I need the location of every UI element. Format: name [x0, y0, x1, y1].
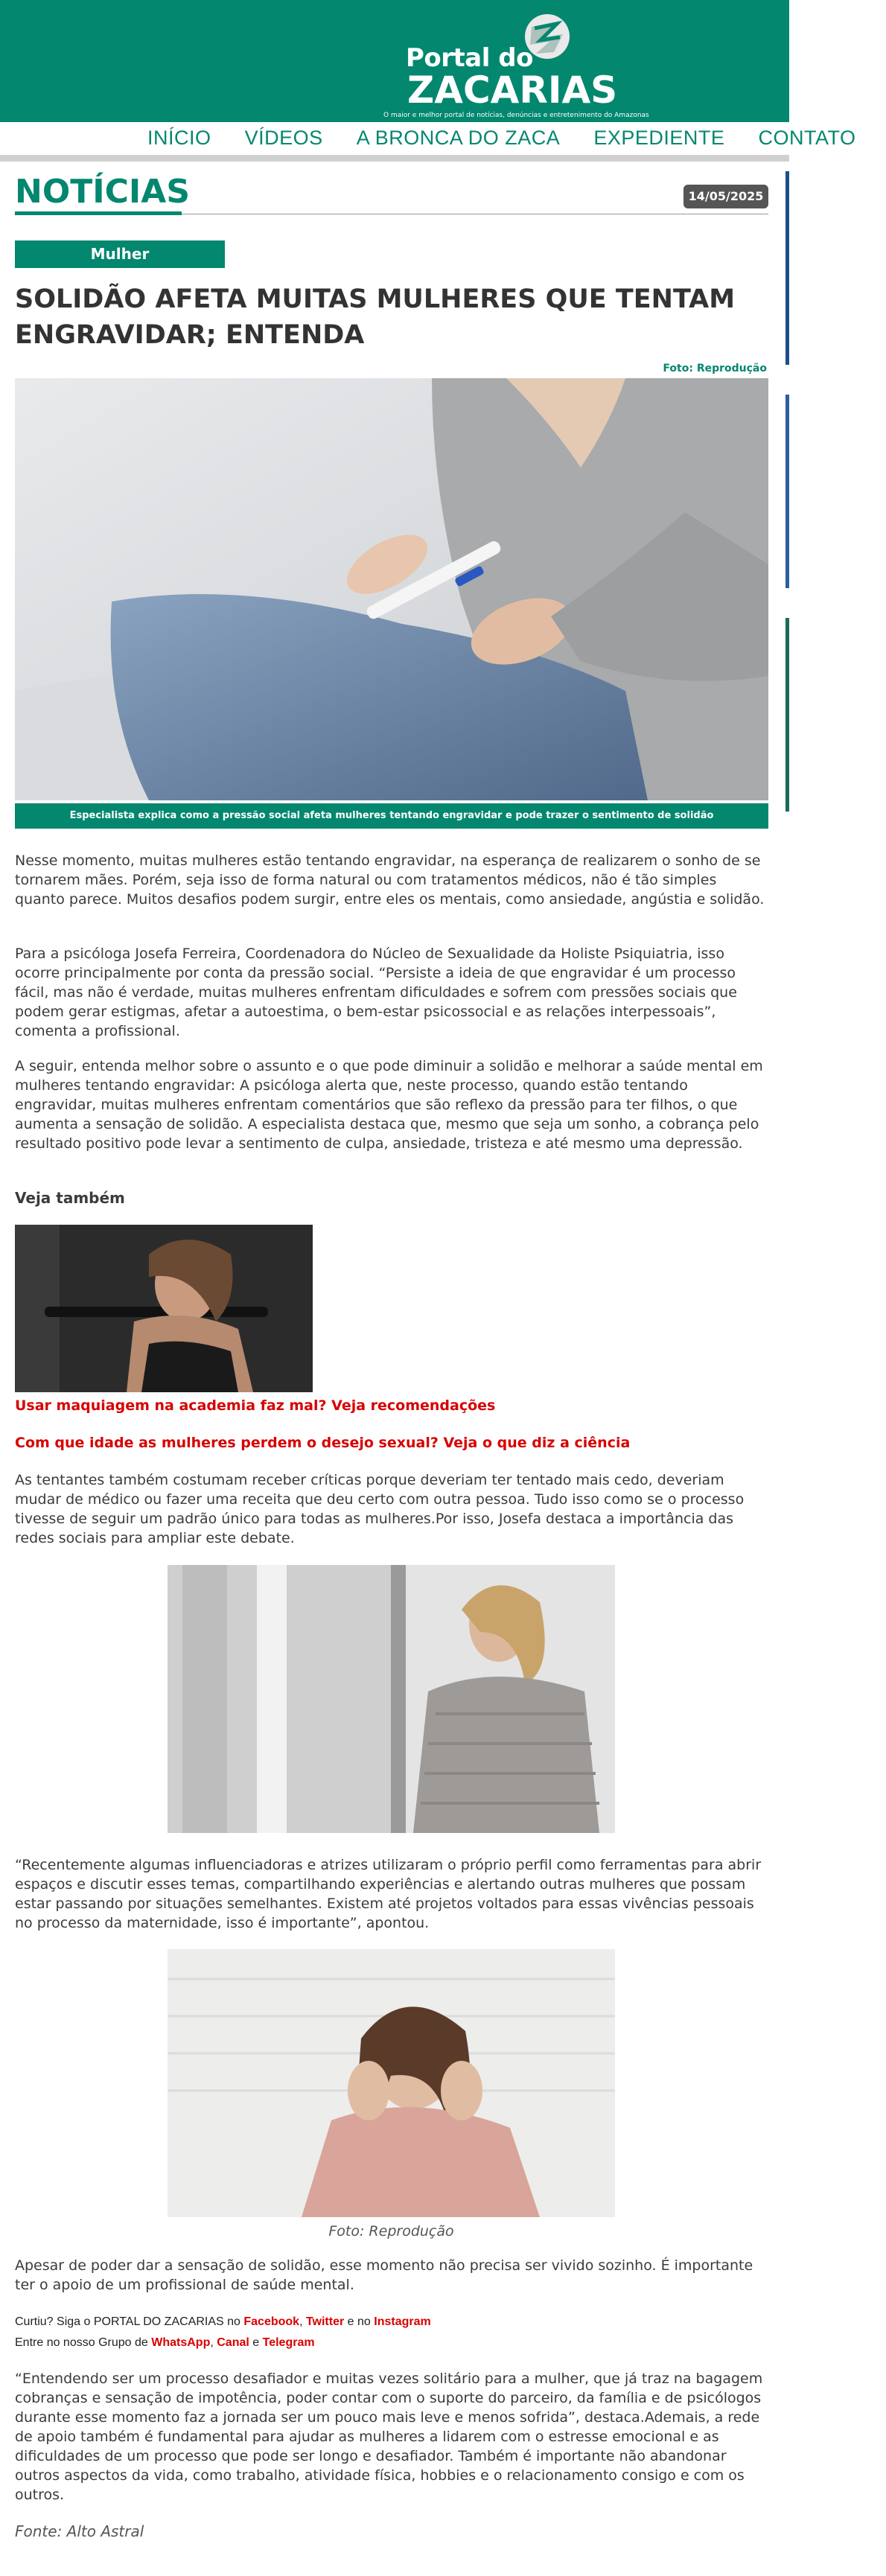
nav-item-contato[interactable]: CONTATO	[758, 127, 856, 149]
woman-headache-photo	[168, 1949, 615, 2217]
logo-text-zacarias: ZACARIAS	[407, 68, 618, 112]
article-headline	[15, 281, 759, 353]
group-text: Entre no nosso Grupo de	[15, 2336, 152, 2349]
logo-tagline: O maior e melhor portal de notícias, denúncias e entretenimento do Amazonas	[383, 112, 649, 119]
article-paragraph: A seguir, entenda melhor sobre o assunto e o que pode diminuir a solidão e melhorar a saúde mental em mulheres tentando engravidar: A psicóloga alerta que, neste processo, quando estão tentando engravidar, muitas mulheres enfrentam comentários que são reflexo da pressão para ter filhos, o que aumenta a sensação de solidão. A especialista destaca que, mesmo que seja um sonho, a cobrança pelo resultado positivo pode levar a sentimento de culpa, ansiedade, tristeza e até mesmo uma depressão.	[15, 1058, 763, 1152]
ad-banner[interactable]	[785, 171, 789, 365]
related-link[interactable]: Com que idade as mulheres perdem o desejo sexual? Veja o que diz a ciência	[15, 1435, 631, 1451]
telegram-link[interactable]: Telegram	[262, 2336, 315, 2349]
woman-window-photo	[168, 1565, 615, 1833]
sidebar-ads	[785, 171, 789, 841]
logo-text-portal: Portal do	[406, 43, 533, 73]
photo-credit: Foto: Reprodução	[663, 363, 767, 374]
article-image	[168, 1565, 615, 1833]
image-caption: Foto: Reprodução	[328, 2223, 454, 2239]
related-link[interactable]: Usar maquiagem na academia faz mal? Veja recomendações	[15, 1397, 496, 1414]
follow-sep: ,	[299, 2315, 306, 2328]
nav-item-bronca[interactable]: A BRONCA DO ZACA	[356, 127, 561, 149]
article-image	[168, 1949, 615, 2217]
nav-divider	[0, 155, 789, 162]
gym-woman-photo	[15, 1225, 313, 1392]
hero-image	[15, 378, 768, 800]
article-paragraph: As tentantes também costumam receber críticas porque deveriam ter tentado mais cedo, deveriam mudar de médico ou fazer uma receita que deu certo com outra pessoa. Tudo isso como se o processo tivesse de seguir um padrão único para todas as mulheres.Por isso, Josefa destaca a importância das redes sociais para ampliar este debate.	[15, 1472, 745, 1546]
instagram-link[interactable]: Instagram	[374, 2315, 431, 2328]
site-header	[0, 0, 789, 122]
headline-line: SOLIDÃO AFETA MUITAS MULHERES QUE TENTAM	[15, 284, 736, 314]
related-thumbnail[interactable]	[15, 1225, 313, 1392]
article-paragraph: “Entendendo ser um processo desafiador e muitas vezes solitário para a mulher, que já traz na bagagem cobranças e sensação de impotência, poder contar com o suporte do parceiro, da família e de psicólogos durante esse momento faz a jornada ser um pouco mais leve e menos sofrida”, destaca.Ademais, a rede de apoio também é fundamental para ajudar as mulheres a lidarem com o estresse emocional e as dificuldades de um processo que pode ser longo e desafiador. Também é importante não abandonar outros aspectos da vida, como trabalho, atividade física, hobbies e o relacionamento consigo e com os outros.	[15, 2371, 763, 2503]
nav-item-videos[interactable]: VÍDEOS	[244, 127, 323, 149]
group-sep: e	[249, 2336, 263, 2349]
date-badge: 14/05/2025	[683, 185, 768, 208]
facebook-link[interactable]: Facebook	[243, 2315, 300, 2328]
follow-sep: e no	[344, 2315, 375, 2328]
article-paragraph: Nesse momento, muitas mulheres estão tentando engravidar, na esperança de realizarem o sonho de se tornarem mães. Porém, seja isso de forma natural ou com tratamentos médicos, não é tão simples quanto parece. Muitos desafios podem surgir, entre eles os mentais, como ansiedade, angústia e solidão.	[15, 852, 765, 908]
follow-text: Curtiu? Siga o PORTAL DO ZACARIAS no	[15, 2315, 244, 2328]
article-paragraph: Para a psicóloga Josefa Ferreira, Coordenadora do Núcleo de Sexualidade da Holiste Psiquiatria, isso ocorre principalmente por conta da pressão social. “Persiste a ideia de que engravidar é um processo fácil, mas não é verdade, muitas mulheres enfrentam dificuldades e sofrem com pressões sociais que podem gerar estigmas, afetar a autoestima, o bem-estar psicossocial e as relações interpessoais”, comenta a profissional.	[15, 946, 737, 1039]
source-credit: Fonte: Alto Astral	[15, 2522, 144, 2540]
article-paragraph: “Recentemente algumas influenciadoras e atrizes utilizaram o próprio perfil como ferramentas para abrir espaços e discutir esses temas, compartilhando experiências e alertando outras mulheres que possam estar passando por situações semelhantes. Existem até projetos voltados para essas vivências pessoais no processo da maternidade, isso é importante”, apontou.	[15, 1857, 762, 1931]
follow-line	[15, 2315, 431, 2329]
category-label[interactable]: Mulher	[15, 240, 225, 268]
hero-caption: Especialista explica como a pressão social afeta mulheres tentando engravidar e pode trazer o sentimento de solidão	[15, 803, 768, 829]
section-underline	[15, 211, 182, 215]
section-title: NOTÍCIAS	[15, 173, 191, 211]
nav-item-inicio[interactable]: INÍCIO	[147, 127, 211, 149]
nav-item-expediente[interactable]: EXPEDIENTE	[593, 127, 725, 149]
site-logo[interactable]	[383, 10, 649, 119]
whatsapp-link[interactable]: WhatsApp	[151, 2336, 211, 2349]
group-line	[15, 2336, 315, 2350]
canal-link[interactable]: Canal	[217, 2336, 249, 2349]
ad-banner[interactable]	[785, 395, 789, 588]
pregnancy-test-photo	[15, 378, 768, 800]
main-nav	[0, 122, 856, 155]
headline-line: ENGRAVIDAR; ENTENDA	[15, 320, 365, 350]
group-sep: ,	[210, 2336, 217, 2349]
see-also-heading: Veja também	[15, 1189, 125, 1207]
ad-banner[interactable]	[785, 618, 789, 812]
twitter-link[interactable]: Twitter	[305, 2315, 345, 2328]
article-paragraph: Apesar de poder dar a sensação de solidão, esse momento não precisa ser vivido sozinho. É importante ter o apoio de um profissional de saúde mental.	[15, 2257, 753, 2293]
